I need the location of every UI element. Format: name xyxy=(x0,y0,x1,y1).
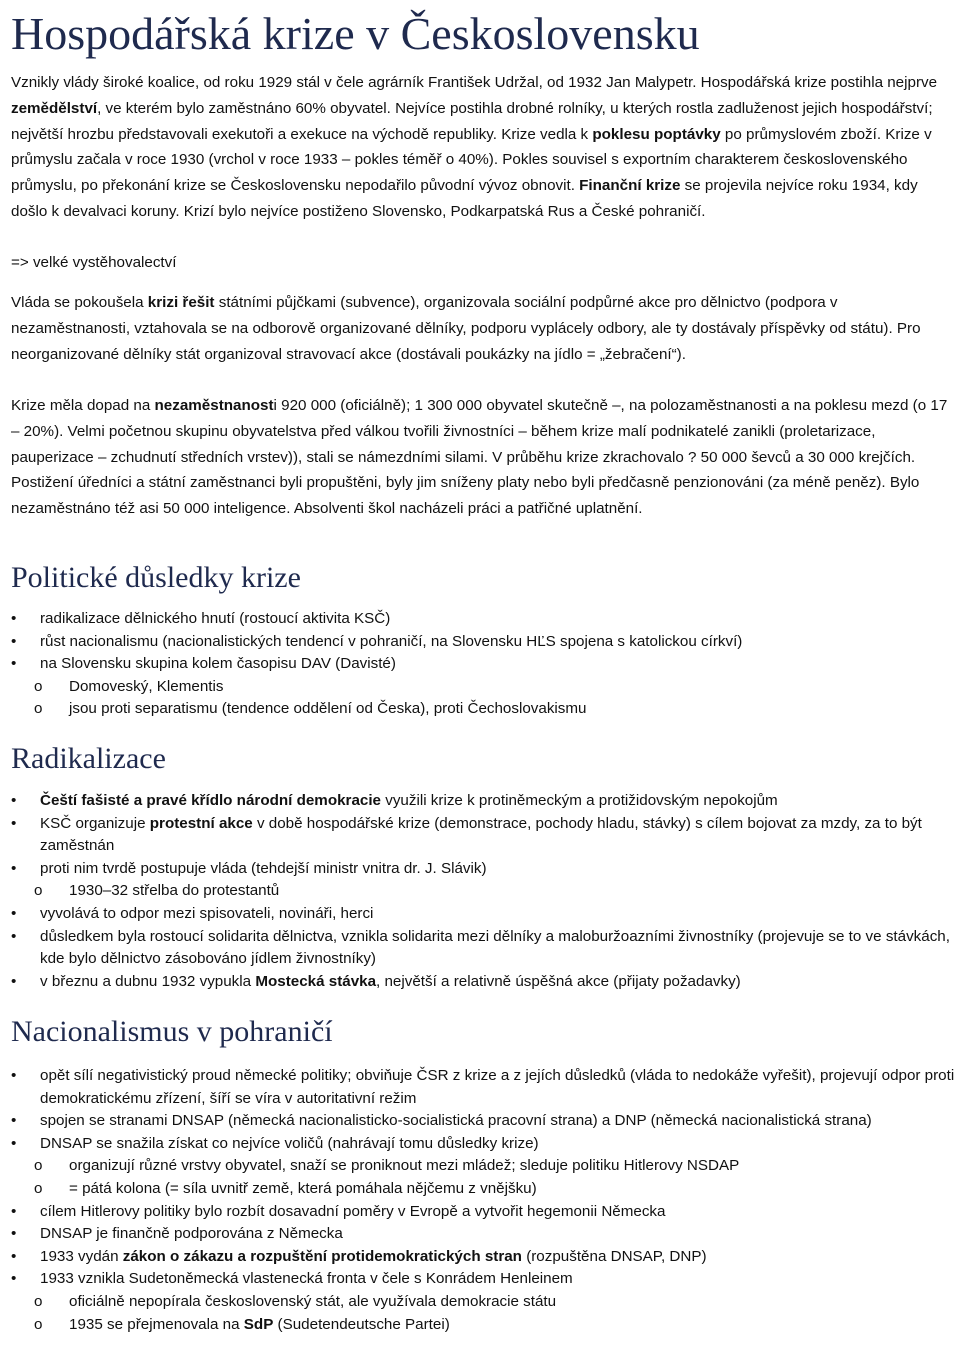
text-run: organizují různé vrstvy obyvatel, snaží se proniknout mezi mládež; sleduje politiku Hitlerovy NSDAP xyxy=(69,1157,740,1175)
bullet-icon: • xyxy=(11,792,17,809)
text-run: v době hospodářské krize (demonstrace, pochody hladu, stávky) s cílem bojovat za mzdy, za to být zaměstnán xyxy=(40,814,922,855)
intro-paragraph-economy xyxy=(11,70,953,225)
list-item xyxy=(0,971,960,994)
text-run: vyvolává to odpor mezi spisovateli, novináři, herci xyxy=(40,904,374,922)
section-heading-political: Politické důsledky krize xyxy=(11,561,301,594)
list-item xyxy=(0,926,960,971)
list-item xyxy=(0,1065,960,1110)
text-run: důsledkem byla rostoucí solidarita dělnictva, vznikla solidarita mezi dělníky a maloburžoazními živnostníky (projevuje se to ve stávkách, kde bylo dělnictvo zásobováno jídlem živnostníky) xyxy=(40,927,950,968)
bold-text-run: Mostecká stávka xyxy=(255,972,377,990)
list-item xyxy=(0,790,960,813)
list-item xyxy=(0,1223,960,1246)
text-run: státními půjčkami (subvence), organizovala sociální podpůrné akce pro dělnictvo (podpora v nezaměstnanosti, vztahovala se na odborově organizované dělníky, podporu vyplácely odbory, ale ty dostávaly příspěvky od státu). Pro neorganizované dělníky stát organizoval stravovací akce (dostávali poukázky na jídlo = „žebračení“). xyxy=(11,294,921,363)
bold-text-run: zemědělství xyxy=(11,99,98,117)
text-run: radikalizace dělnického hnutí (rostoucí aktivita KSČ) xyxy=(40,610,391,627)
list-item xyxy=(0,608,960,631)
text-run: 1933 vznikla Sudetoněmecká vlastenecká fronta v čele s Konrádem Henleinem xyxy=(40,1270,573,1288)
text-run: 1930–32 střelba do protestantů xyxy=(69,882,280,900)
bold-text-run: nezaměstnanost xyxy=(154,397,274,414)
list-item xyxy=(0,653,960,676)
intro-paragraph-government xyxy=(11,290,953,367)
page-title: Hospodářská krize v Československu xyxy=(11,8,700,59)
list-item xyxy=(0,1110,960,1133)
radicalization-list xyxy=(0,790,960,993)
text-run: proti nim tvrdě postupuje vláda (tehdejší ministr vnitra dr. J. Slávik) xyxy=(40,859,487,877)
intro-paragraph-unemployment xyxy=(11,393,953,522)
circle-bullet-icon: o xyxy=(34,882,43,900)
bullet-icon: • xyxy=(11,927,17,945)
bullet-icon: • xyxy=(11,1202,17,1220)
nationalism-list xyxy=(0,1065,960,1336)
bullet-icon: • xyxy=(11,1225,17,1243)
sub-list-item xyxy=(0,1155,960,1178)
bullet-icon: • xyxy=(11,814,17,832)
bullet-icon: • xyxy=(11,859,17,877)
bold-text-run: poklesu poptávky xyxy=(592,125,721,143)
text-run: růst nacionalismu (nacionalistických tendencí v pohraničí, na Slovensku HĽS spojena s katolickou církví) xyxy=(40,632,743,650)
sub-list-item xyxy=(0,880,960,903)
circle-bullet-icon: o xyxy=(34,677,43,695)
text-run: Domoveský, Klementis xyxy=(69,677,224,695)
list-item xyxy=(0,1201,960,1224)
text-run: opět sílí negativistický proud německé politiky; obviňuje ČSR z krize a z jejích důsledků (vláda to nedokáže vyřešit), projevují odpor proti demokratickému zřízení, šíří se víra v autoritativní režim xyxy=(40,1067,955,1107)
list-item xyxy=(0,1268,960,1291)
bullet-icon: • xyxy=(11,1067,17,1084)
bullet-icon: • xyxy=(11,1247,17,1265)
bullet-icon: • xyxy=(11,1270,17,1288)
text-run: po průmyslovém zboží. Krize v průmyslu začala v roce 1930 (vrchol v roce 1933 – pokles téměř o 40%). Pokles souvisel s exportním charakterem československého průmyslu, po překonání krize se Československu nepodařilo původní vývoz obnovit. xyxy=(11,125,932,195)
sub-list-item xyxy=(0,676,960,699)
circle-bullet-icon: o xyxy=(34,1179,43,1197)
list-item xyxy=(0,1133,960,1156)
list-item xyxy=(0,1246,960,1269)
circle-bullet-icon: o xyxy=(34,1292,43,1310)
list-item xyxy=(0,631,960,654)
text-run: Vznikly vlády široké koalice, od roku 1929 stál v čele agrárník František Udržal, od 1932 Jan Malypetr. Hospodářská krize postihla nejprve xyxy=(11,74,938,91)
text-run: DNSAP je finančně podporována z Německa xyxy=(40,1225,343,1243)
text-run: KSČ organizuje xyxy=(40,814,150,832)
bold-text-run: zákon o zákazu a rozpuštění protidemokratických stran xyxy=(122,1247,522,1265)
text-run: Krize měla dopad na xyxy=(11,397,155,414)
text-run: , ve kterém bylo zaměstnáno 60% obyvatel. Nejvíce postihla drobné rolníky, u kterých rostla zadluženost jejich hospodářství; největší hrozbu představovali exekutoři a exekuce na východě republiky. Krize vedla k xyxy=(11,99,933,143)
bullet-icon: • xyxy=(11,632,17,650)
bold-text-run: krizi řešit xyxy=(147,294,215,311)
bold-text-run: Čeští fašisté a pravé křídlo národní demokracie xyxy=(40,792,382,809)
text-run: cílem Hitlerovy politiky bylo rozbít dosavadní poměry v Evropě a vytvořit hegemonii Německa xyxy=(40,1202,666,1220)
text-run: spojen se stranami DNSAP (německá nacionalisticko-socialistická pracovní strana) a DNP (německá nacionalistická strana) xyxy=(40,1112,872,1130)
text-run: jsou proti separatismu (tendence oddělení od Česka), proti Čechoslovakismu xyxy=(69,700,587,718)
text-run: DNSAP se snažila získat co nejvíce voličů (nahrávají tomu důsledky krize) xyxy=(40,1134,539,1152)
text-run: oficiálně nepopírala československý stát, ale využívala demokracie státu xyxy=(69,1292,557,1310)
list-item xyxy=(0,903,960,926)
sub-list-item xyxy=(0,1178,960,1201)
text-run: se projevila nejvíce roku 1934, kdy došlo k devalvaci koruny. Krizí bylo nejvíce postiženo Slovensko, Podkarpatská Rus a České pohraničí. xyxy=(11,177,918,220)
text-run: i 920 000 (oficiálně); 1 300 000 obyvatel skutečně –, na polozaměstnanosti a na poklesu mezd (o 17 – 20%). Velmi početnou skupinu obyvatelstva před válkou tvořili živnostníci – během krize malí podnikatelé zanikli (proletarizace, pauperizace – zchudnutí středních vrstev)), stali se námezdními silami. V průběhu krize zkrachovalo ? 50 000 ševců a 30 000 krejčích. Postižení úředníci a státní zaměstnanci byli propuštěni, byly jim sníženy platy nebo byli předčasně penzionováni (za méně peněz). Bylo nezaměstnáno též asi 50 000 inteligence. Absolventi škol nacházeli práci a patřičné uplatnění. xyxy=(11,397,948,518)
circle-bullet-icon: o xyxy=(34,1157,43,1175)
text-run: v březnu a dubnu 1932 vypukla xyxy=(40,972,256,990)
text-run: využili krize k protiněmeckým a protižidovským nepokojům xyxy=(381,792,778,809)
intro-emigration-line: => velké vystěhovalectví xyxy=(11,254,177,271)
text-run: na Slovensku skupina kolem časopisu DAV (Davisté) xyxy=(40,655,396,673)
text-run: (rozpuštěna DNSAP, DNP) xyxy=(521,1247,707,1265)
bullet-icon: • xyxy=(11,904,17,922)
section-heading-radicalization: Radikalizace xyxy=(11,742,166,775)
bold-text-run: Finanční krize xyxy=(579,177,681,195)
list-item xyxy=(0,813,960,858)
text-run: (Sudetendeutsche Partei) xyxy=(273,1315,450,1333)
bold-text-run: protestní akce xyxy=(149,814,253,832)
sub-list-item xyxy=(0,1291,960,1314)
bullet-icon: • xyxy=(11,655,17,673)
bullet-icon: • xyxy=(11,972,17,990)
text-run: = pátá kolona (= síla uvnitř země, která pomáhala nějčemu z vnějšku) xyxy=(69,1179,537,1197)
bold-text-run: SdP xyxy=(243,1315,274,1333)
sub-list-item xyxy=(0,1314,960,1337)
text-run: 1933 vydán xyxy=(40,1247,123,1265)
text-run: Vláda se pokoušela xyxy=(11,294,148,311)
circle-bullet-icon: o xyxy=(34,700,43,718)
bullet-icon: • xyxy=(11,1134,17,1152)
list-item xyxy=(0,858,960,881)
political-consequences-list xyxy=(0,608,960,721)
text-run: , největší a relativně úspěšná akce (přijaty požadavky) xyxy=(376,972,741,990)
sub-list-item xyxy=(0,698,960,721)
text-run: 1935 se přejmenovala na xyxy=(69,1315,244,1333)
circle-bullet-icon: o xyxy=(34,1315,43,1333)
bullet-icon: • xyxy=(11,1112,17,1130)
section-heading-nationalism: Nacionalismus v pohraničí xyxy=(11,1015,333,1048)
bullet-icon: • xyxy=(11,610,17,627)
